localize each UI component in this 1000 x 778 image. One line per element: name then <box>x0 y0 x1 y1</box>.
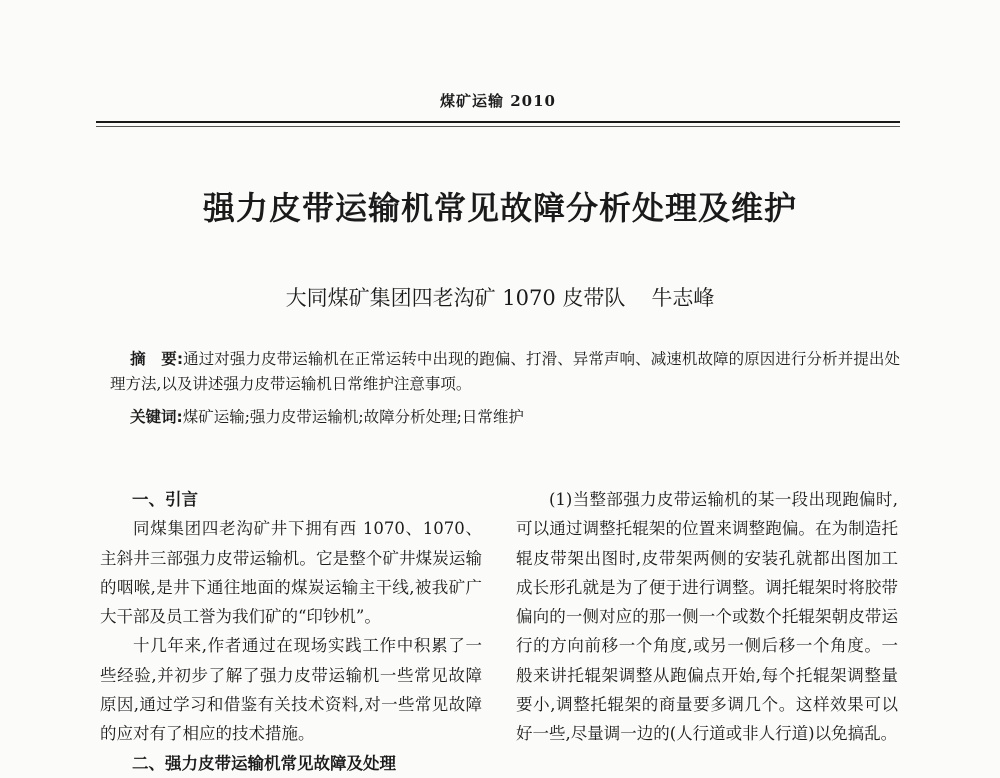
author-affiliation: 大同煤矿集团四老沟矿 1070 皮带队 <box>285 286 626 310</box>
article-title: 强力皮带运输机常见故障分析处理及维护 <box>202 189 797 227</box>
paragraph: 十几年来,作者通过在现场实践工作中积累了一些经验,并初步了解了强力皮带运输机一些常见故障原因,通过学习和借鉴有关技术资料,对一些常见故障的应对有了相应的技术措施。 <box>100 636 482 744</box>
author-line <box>0 282 1000 312</box>
abstract-label: 摘 要: <box>130 350 184 368</box>
paragraph: 同煤集团四老沟矿井下拥有西 1070、1070、主斜井三部强力皮带运输机。它是整个矿井煤炭运输的咽喉,是井下通往地面的煤炭运输主干线,被我矿广大干部及员工誉为我们矿的“印钞机”。 <box>100 519 482 627</box>
header-rule <box>96 121 900 123</box>
paragraph: (1)当整部强力皮带运输机的某一段出现跑偏时,可以通过调整托辊架的位置来调整跑偏。在为制造托辊皮带架出图时,皮带架两侧的安装孔就都出图加工成长形孔就是为了便于进行调整。调托辊架时将胶带偏向的一侧对应的那一侧一个或数个托辊架朝皮带运行的方向前移一个角度,或另一侧后移一个角度。一般来讲托辊架调整从跑偏点开始,每个托辊架调整量要小,调整托辊架的商量要多调几个。这样效果可以好一些,尽量调一边的(人行道或非人行道)以免搞乱。 <box>516 490 898 744</box>
section-heading-introduction: 一、引言 <box>132 490 198 509</box>
abstract-text: 通过对强力皮带运输机在正常运转中出现的跑偏、打滑、异常声响、减速机故障的原因进行分析并提出处理方法,以及讲述强力皮带运输机日常维护注意事项。 <box>110 350 900 393</box>
section-heading-faults: 二、强力皮带运输机常见故障及处理 <box>132 753 396 773</box>
keywords <box>130 405 900 430</box>
header-rule-thin <box>96 126 900 127</box>
right-column <box>516 485 898 749</box>
left-column <box>100 485 482 778</box>
running-header: 煤矿运输 2010 <box>440 92 556 110</box>
abstract <box>110 347 900 397</box>
keywords-text: 煤矿运输;强力皮带运输机;故障分析处理;日常维护 <box>182 408 524 426</box>
keywords-label: 关键词: <box>130 408 183 426</box>
author-name: 牛志峰 <box>651 286 715 310</box>
